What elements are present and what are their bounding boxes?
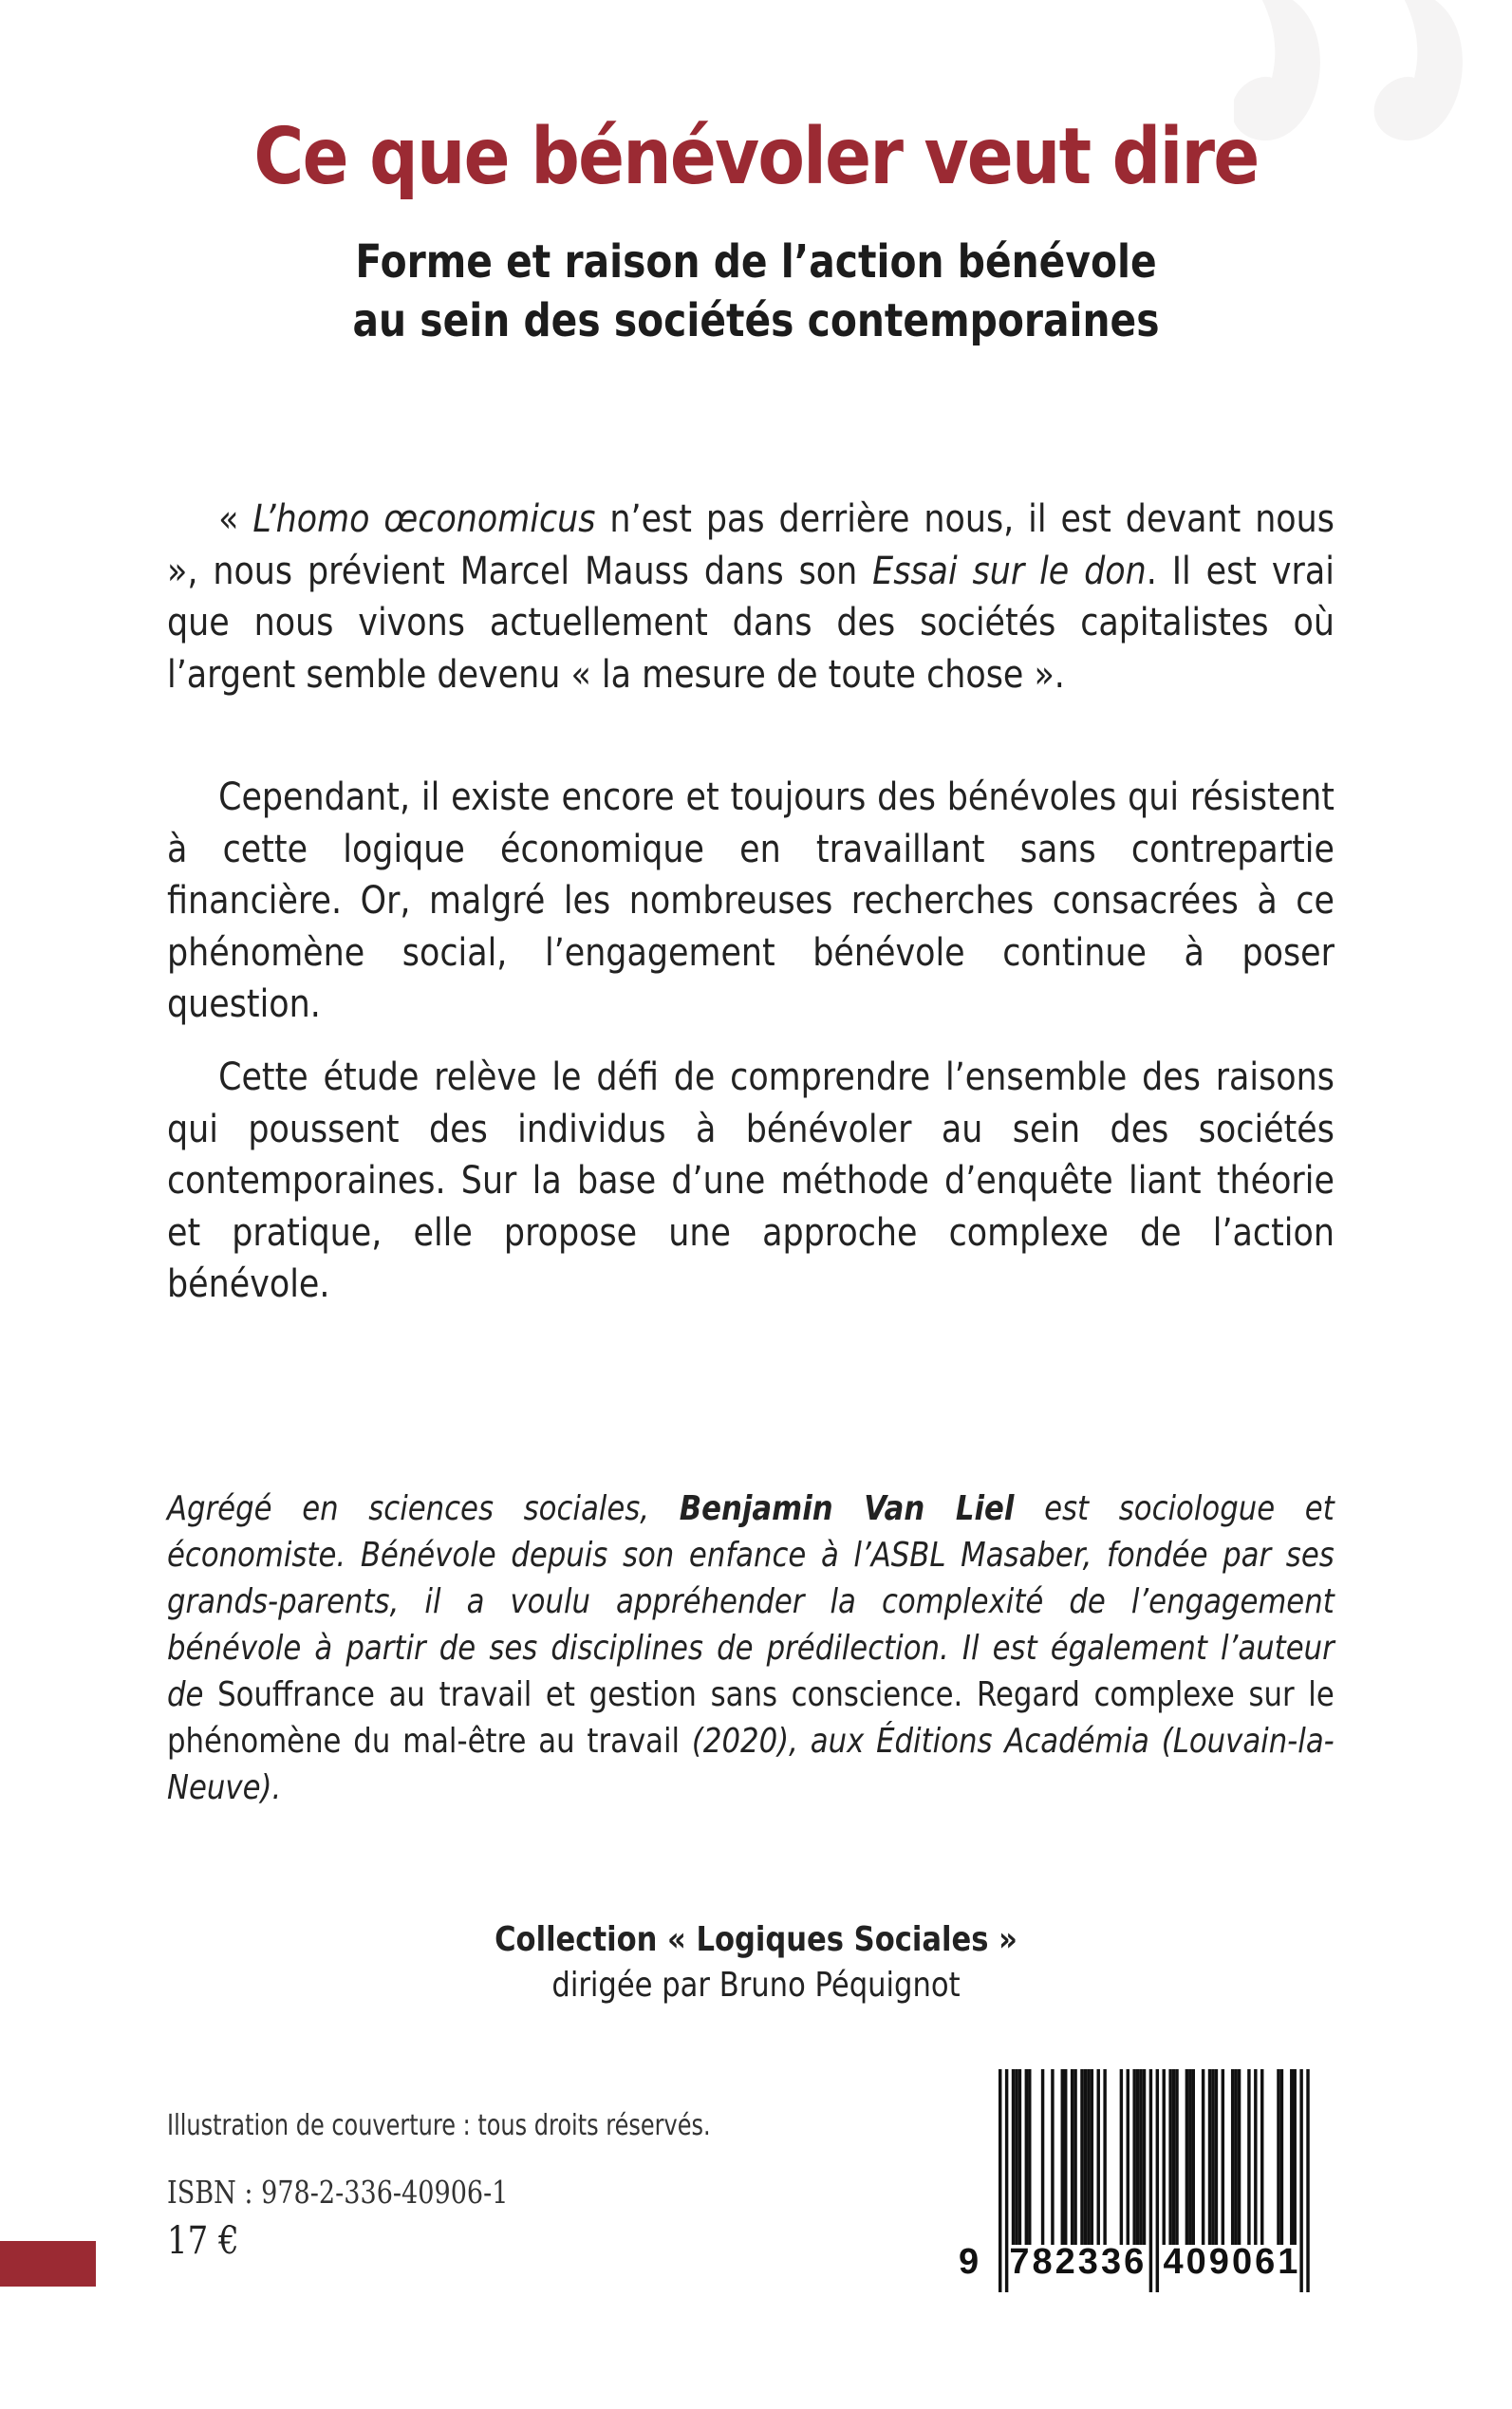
barcode-bar <box>1294 2069 1297 2245</box>
blurb-italic: L’homo œconomicus <box>252 497 596 541</box>
barcode-bar <box>1290 2069 1293 2245</box>
barcode-digit: 3 <box>1077 2242 1098 2282</box>
book-subtitle <box>113 233 1398 350</box>
barcode-bar <box>1136 2069 1139 2245</box>
bio-text: est sociologue et économiste. Bénévole depuis son enfance à l’ASBL Masaber, fondée par ses grands-parents, il a voulu appréhender la complexité de l’engagement bénévole à partir de ses disciplines de prédilection. Il est également l’auteur de <box>167 1489 1335 1714</box>
barcode-bar <box>1172 2069 1175 2245</box>
author-bio <box>167 1485 1335 1811</box>
barcode-bar <box>1120 2069 1123 2245</box>
barcode-bar <box>1051 2069 1054 2245</box>
barcode-digit: 6 <box>1124 2242 1145 2282</box>
barcode-digit: 0 <box>1231 2242 1253 2282</box>
barcode-bar <box>1238 2069 1241 2245</box>
barcode-digit: 0 <box>1185 2242 1206 2282</box>
barcode-bar <box>1080 2069 1083 2245</box>
blurb-text: Cependant, il existe encore et toujours des bénévoles qui résistent à cette logique économique en travaillant sans contrepartie financière. Or, malgré les nombreuses recherches consacrées à ce phénomène social, l’engagement bénévole continue à poser question. <box>167 775 1335 1026</box>
barcode-bar <box>1280 2069 1283 2245</box>
barcode-bar <box>1061 2069 1064 2245</box>
collection-name: Collection « Logiques Sociales » <box>495 1920 1017 1959</box>
barcode-bar <box>1192 2069 1195 2245</box>
barcode-bar <box>1211 2069 1214 2245</box>
barcode-bar <box>1222 2069 1224 2245</box>
barcode-bar <box>1132 2069 1135 2245</box>
bio-text: (2020), aux Éditions Académia (Louvain-la-Neuve). <box>167 1722 1335 1807</box>
barcode-bar <box>1025 2069 1028 2245</box>
barcode-bar <box>1254 2069 1257 2245</box>
barcode-bar <box>1234 2069 1237 2245</box>
barcode-bar <box>1073 2069 1076 2245</box>
barcode-bar <box>1208 2069 1211 2245</box>
book-title: Ce que bénévoler veut dire <box>253 112 1259 202</box>
blurb-text: Cette étude relève le défi de comprendre l’ensemble des raisons qui poussent des individus à bénévoler au sein des sociétés contemporaines. Sur la base d’une méthode d’enquête liant théorie et pratique, elle propose une approche complexe de l’action bénévole. <box>167 1055 1335 1306</box>
subtitle-line: au sein des sociétés contemporaines <box>352 294 1160 347</box>
price: 17 € <box>167 2219 239 2263</box>
blurb-text: . Il est vrai que nous vivons actuellement dans des sociétés capitalistes où l’argent semble devenu « la mesure de toute chose ». <box>167 549 1335 697</box>
isbn: ISBN : 978-2-336-40906-1 <box>167 2174 509 2211</box>
blurb-paragraph-1 <box>167 494 1335 700</box>
barcode-bar <box>1064 2069 1067 2245</box>
barcode-digit: 4 <box>1163 2242 1184 2282</box>
barcode-bar <box>1175 2069 1178 2245</box>
blurb-text: « <box>218 497 253 541</box>
blurb-paragraph-2 <box>167 772 1335 1031</box>
barcode-bar <box>1028 2069 1031 2245</box>
barcode-digit: 9 <box>959 2242 980 2282</box>
barcode-bar <box>1143 2069 1146 2245</box>
blurb-paragraph-3 <box>167 1052 1335 1311</box>
barcode-digit: 7 <box>1009 2242 1030 2282</box>
blurb-italic: Essai sur le don <box>872 549 1147 593</box>
barcode-bar <box>1018 2069 1021 2245</box>
barcode-bar <box>1087 2069 1090 2245</box>
barcode-bar <box>1084 2069 1087 2245</box>
barcode-digit: 2 <box>1055 2242 1075 2282</box>
barcode-bar <box>1168 2069 1171 2245</box>
bio-book-title: Souffrance au travail et gestion sans conscience. Regard complexe sur le phénomène du mal-être au travail <box>167 1675 1335 1761</box>
barcode-bar <box>1202 2069 1204 2245</box>
barcode-bar <box>1012 2069 1015 2245</box>
barcode-bar <box>1097 2069 1100 2245</box>
barcode-bar <box>1185 2069 1188 2245</box>
collection-info <box>0 1917 1512 2008</box>
barcode-digit: 8 <box>1032 2242 1053 2282</box>
barcode-bar <box>1260 2069 1263 2245</box>
barcode-bar <box>1091 2069 1093 2245</box>
blurb-text: n’est pas derrière nous, il est devant nous », nous prévient Marcel Mauss dans son <box>167 497 1335 593</box>
barcode-digits <box>959 2242 1357 2289</box>
barcode-bar <box>1277 2069 1279 2245</box>
accent-tab <box>0 2241 96 2287</box>
barcode-bar <box>1103 2069 1106 2245</box>
barcode-digit: 6 <box>1255 2242 1276 2282</box>
barcode-digit: 1 <box>1278 2242 1298 2282</box>
barcode-bar <box>1247 2069 1250 2245</box>
collection-director: dirigée par Bruno Péquignot <box>551 1966 961 2005</box>
barcode-bar <box>1071 2069 1073 2245</box>
bio-text: Agrégé en sciences sociales, <box>167 1489 680 1528</box>
barcode-bar <box>1163 2069 1166 2245</box>
barcode-digit: 9 <box>1208 2242 1229 2282</box>
subtitle-line: Forme et raison de l’action bénévole <box>355 235 1157 289</box>
author-name: Benjamin Van Liel <box>679 1489 1015 1528</box>
barcode-bar <box>1041 2069 1044 2245</box>
barcode-bar <box>1188 2069 1191 2245</box>
barcode-digit: 3 <box>1100 2242 1122 2282</box>
illustration-credit: Illustration de couverture : tous droits réservés. <box>167 2109 711 2142</box>
barcode-bar <box>1015 2069 1017 2245</box>
barcode-bar <box>1215 2069 1218 2245</box>
barcode-bar <box>1127 2069 1129 2245</box>
barcode-bar <box>1139 2069 1142 2245</box>
barcode-bar <box>1231 2069 1234 2245</box>
